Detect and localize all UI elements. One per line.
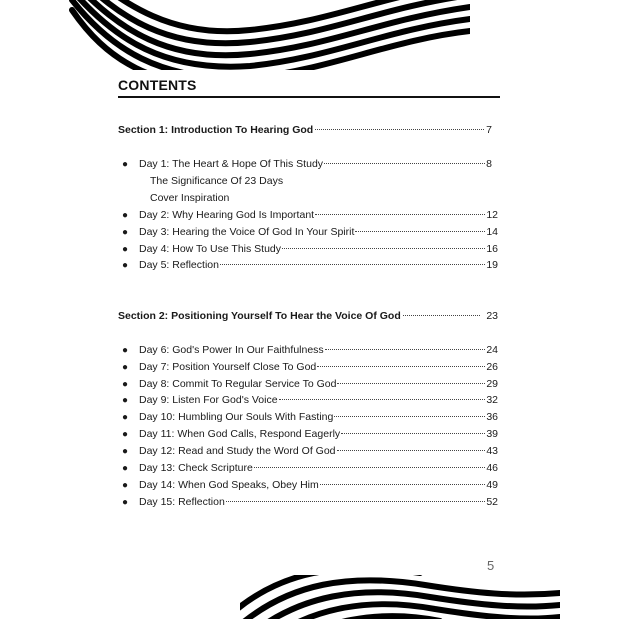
leader-dots bbox=[341, 433, 485, 434]
toc-item[interactable] bbox=[122, 427, 498, 442]
toc-subitem: The Significance Of 23 Days bbox=[150, 175, 284, 187]
toc-item[interactable] bbox=[122, 478, 498, 493]
bullet-icon: ● bbox=[122, 362, 129, 373]
item-label: Day 2: Why Hearing God Is Important bbox=[139, 209, 315, 221]
bullet-icon: ● bbox=[122, 463, 129, 474]
bullet-icon: ● bbox=[122, 497, 129, 508]
toc-item[interactable] bbox=[122, 208, 498, 223]
item-label: Day 9: Listen For God's Voice bbox=[139, 394, 278, 406]
leader-dots bbox=[355, 231, 485, 232]
section-1-entry[interactable] bbox=[118, 123, 492, 137]
bullet-icon: ● bbox=[122, 345, 129, 356]
section-title: Section 1: Introduction To Hearing God bbox=[118, 124, 314, 136]
top-wave-decoration bbox=[0, 0, 470, 70]
bullet-icon: ● bbox=[122, 379, 129, 390]
section-title: Section 2: Positioning Yourself To Hear the Voice Of God bbox=[118, 310, 401, 322]
toc-subitem: Cover Inspiration bbox=[150, 192, 230, 204]
leader-dots bbox=[315, 129, 484, 130]
toc-item[interactable] bbox=[122, 410, 498, 425]
toc-item[interactable] bbox=[122, 393, 498, 408]
item-label: Day 6: God's Power In Our Faithfulness bbox=[139, 344, 324, 356]
leader-dots bbox=[279, 399, 486, 400]
page-ref: 16 bbox=[486, 243, 498, 255]
page-ref: 39 bbox=[486, 428, 498, 440]
toc-item[interactable] bbox=[122, 461, 498, 476]
toc-item[interactable] bbox=[122, 444, 498, 459]
item-label: Day 1: The Heart & Hope Of This Study bbox=[139, 158, 324, 170]
leader-dots bbox=[282, 248, 485, 249]
leader-dots bbox=[334, 416, 485, 417]
page-ref: 7 bbox=[486, 124, 492, 136]
heading-rule bbox=[118, 96, 500, 98]
toc-item[interactable] bbox=[122, 225, 498, 240]
page-ref: 12 bbox=[486, 209, 498, 221]
toc-item[interactable] bbox=[122, 258, 498, 273]
bullet-icon: ● bbox=[122, 446, 129, 457]
bullet-icon: ● bbox=[122, 260, 129, 271]
page-ref: 49 bbox=[486, 479, 498, 491]
item-label: Day 4: How To Use This Study bbox=[139, 243, 282, 255]
item-label: Day 8: Commit To Regular Service To God bbox=[139, 378, 337, 390]
bullet-icon: ● bbox=[122, 244, 129, 255]
page-ref: 36 bbox=[486, 411, 498, 423]
leader-dots bbox=[320, 484, 486, 485]
section-2-entry[interactable] bbox=[118, 309, 498, 323]
leader-dots bbox=[337, 450, 486, 451]
page-ref: 19 bbox=[486, 259, 498, 271]
item-label: Day 5: Reflection bbox=[139, 259, 219, 271]
page-ref: 26 bbox=[486, 361, 498, 373]
leader-dots bbox=[317, 366, 485, 367]
leader-dots bbox=[220, 264, 485, 265]
toc-item[interactable] bbox=[122, 343, 498, 358]
bullet-icon: ● bbox=[122, 480, 129, 491]
leader-dots bbox=[226, 501, 486, 502]
contents-heading: CONTENTS bbox=[118, 77, 197, 93]
bullet-icon: ● bbox=[122, 412, 129, 423]
item-label: Day 15: Reflection bbox=[139, 496, 225, 508]
leader-dots bbox=[254, 467, 486, 468]
page-number: 5 bbox=[487, 558, 495, 573]
item-label: Day 11: When God Calls, Respond Eagerly bbox=[139, 428, 341, 440]
bullet-icon: ● bbox=[122, 395, 129, 406]
item-label: Day 12: Read and Study the Word Of God bbox=[139, 445, 336, 457]
bullet-icon: ● bbox=[122, 227, 129, 238]
toc-item[interactable] bbox=[122, 495, 498, 510]
toc-item[interactable] bbox=[122, 157, 492, 172]
page-ref: 23 bbox=[486, 310, 498, 322]
bullet-icon: ● bbox=[122, 429, 129, 440]
bottom-wave-decoration bbox=[240, 575, 560, 619]
bullet-icon: ● bbox=[122, 210, 129, 221]
page-ref: 14 bbox=[486, 226, 498, 238]
item-label: Day 14: When God Speaks, Obey Him bbox=[139, 479, 319, 491]
page-ref: 24 bbox=[486, 344, 498, 356]
page-ref: 8 bbox=[486, 158, 492, 170]
leader-dots bbox=[337, 383, 485, 384]
page-ref: 52 bbox=[486, 496, 498, 508]
page-ref: 29 bbox=[486, 378, 498, 390]
item-label: Day 13: Check Scripture bbox=[139, 462, 253, 474]
toc-item[interactable] bbox=[122, 377, 498, 392]
page-ref: 46 bbox=[486, 462, 498, 474]
item-label: Day 3: Hearing the Voice Of God In Your Spirit bbox=[139, 226, 355, 238]
bullet-icon: ● bbox=[122, 159, 129, 170]
page-ref: 32 bbox=[486, 394, 498, 406]
item-label: Day 7: Position Yourself Close To God bbox=[139, 361, 317, 373]
item-label: Day 10: Humbling Our Souls With Fasting bbox=[139, 411, 334, 423]
leader-dots bbox=[325, 349, 486, 350]
leader-dots bbox=[403, 315, 481, 316]
leader-dots bbox=[315, 214, 485, 215]
page-ref: 43 bbox=[486, 445, 498, 457]
toc-item[interactable] bbox=[122, 242, 498, 257]
toc-item[interactable] bbox=[122, 360, 498, 375]
leader-dots bbox=[324, 163, 485, 164]
